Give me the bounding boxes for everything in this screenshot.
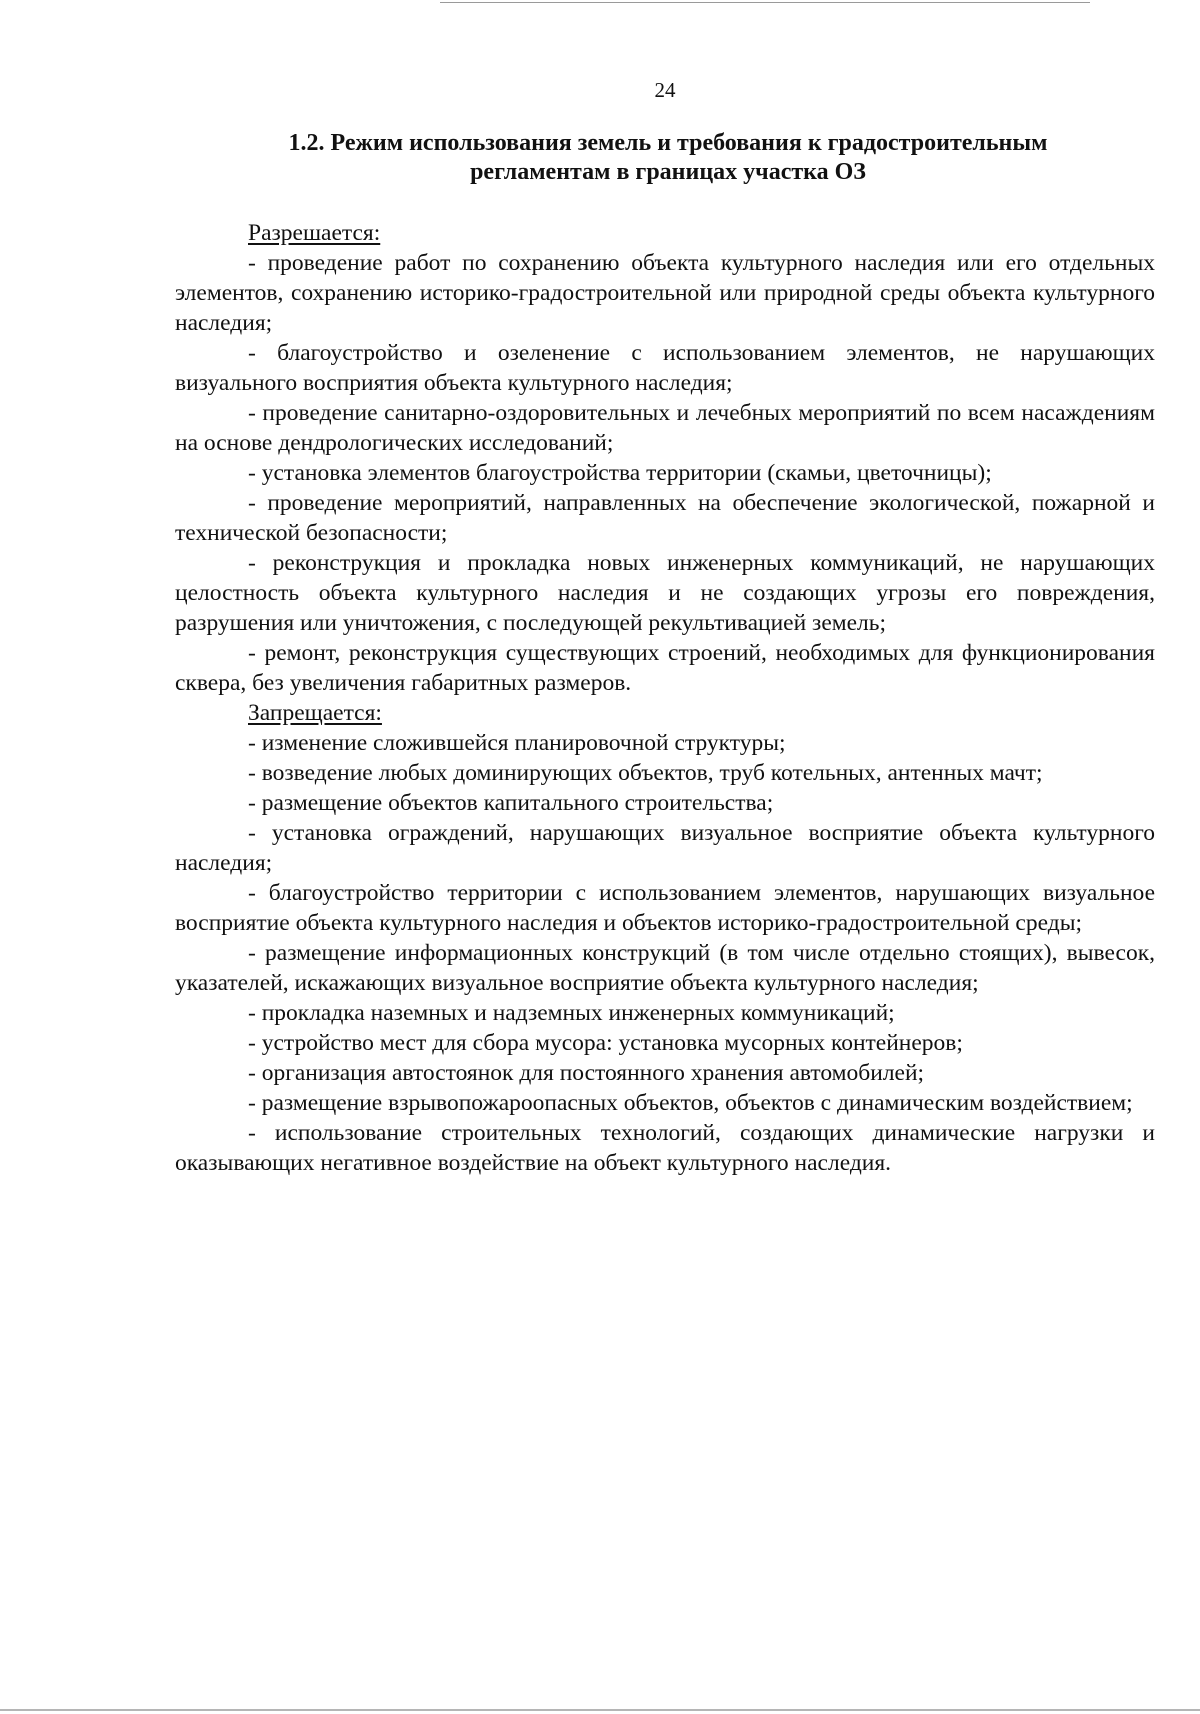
allowed-item: - проведение работ по сохранению объекта культурного наследия или его отдельных элементов, сохранению историко-градостроительной или природной среды объекта культурного наследия; <box>175 250 1155 336</box>
section-title-line-1: 1.2. Режим использования земель и требования к градостроительным <box>288 130 1048 156</box>
section-title <box>150 129 1186 187</box>
scan-edge-bottom <box>0 1709 1200 1711</box>
prohibited-item: - использование строительных технологий, создающих динамические нагрузки и оказывающих негативное воздействие на объект культурного наследия. <box>175 1120 1155 1176</box>
scan-edge-top <box>440 2 1090 3</box>
allowed-heading: Разрешается: <box>248 220 381 246</box>
prohibited-item: - размещение объектов капитального строительства; <box>248 790 774 816</box>
prohibited-item: - установка ограждений, нарушающих визуальное восприятие объекта культурного наследия; <box>175 820 1155 876</box>
allowed-item: - проведение санитарно-оздоровительных и лечебных мероприятий по всем насаждениям на основе дендрологических исследований; <box>175 400 1155 456</box>
allowed-item: - благоустройство и озеленение с использованием элементов, не нарушающих визуального восприятия объекта культурного наследия; <box>175 340 1155 396</box>
prohibited-item: - размещение информационных конструкций (в том числе отдельно стоящих), вывесок, указателей, искажающих визуальное восприятие объекта культурного наследия; <box>175 940 1155 996</box>
prohibited-item: - прокладка наземных и надземных инженерных коммуникаций; <box>248 1000 895 1026</box>
allowed-item: - установка элементов благоустройства территории (скамьи, цветочницы); <box>248 460 992 486</box>
allowed-item: - проведение мероприятий, направленных на обеспечение экологической, пожарной и технической безопасности; <box>175 490 1155 546</box>
document-body <box>175 218 1155 1178</box>
prohibited-item: - организация автостоянок для постоянного хранения автомобилей; <box>248 1060 925 1086</box>
allowed-item: - реконструкция и прокладка новых инженерных коммуникаций, не нарушающих целостность объекта культурного наследия и не создающих угрозы его повреждения, разрушения или уничтожения, с последующей рекультивацией земель; <box>175 550 1155 636</box>
prohibited-heading: Запрещается: <box>248 700 382 726</box>
prohibited-item: - благоустройство территории с использованием элементов, нарушающих визуальное восприятие объекта культурного наследия и объектов историко-градостроительной среды; <box>175 880 1155 936</box>
section-title-line-2: регламентам в границах участка ОЗ <box>470 159 866 185</box>
page-number: 24 <box>654 78 676 102</box>
prohibited-item: - размещение взрывопожароопасных объектов, объектов с динамическим воздействием; <box>248 1090 1133 1116</box>
prohibited-item: - изменение сложившейся планировочной структуры; <box>248 730 786 756</box>
prohibited-item: - возведение любых доминирующих объектов, труб котельных, антенных мачт; <box>248 760 1043 786</box>
allowed-item: - ремонт, реконструкция существующих строений, необходимых для функционирования сквера, без увеличения габаритных размеров. <box>175 640 1155 696</box>
prohibited-item: - устройство мест для сбора мусора: установка мусорных контейнеров; <box>248 1030 963 1056</box>
